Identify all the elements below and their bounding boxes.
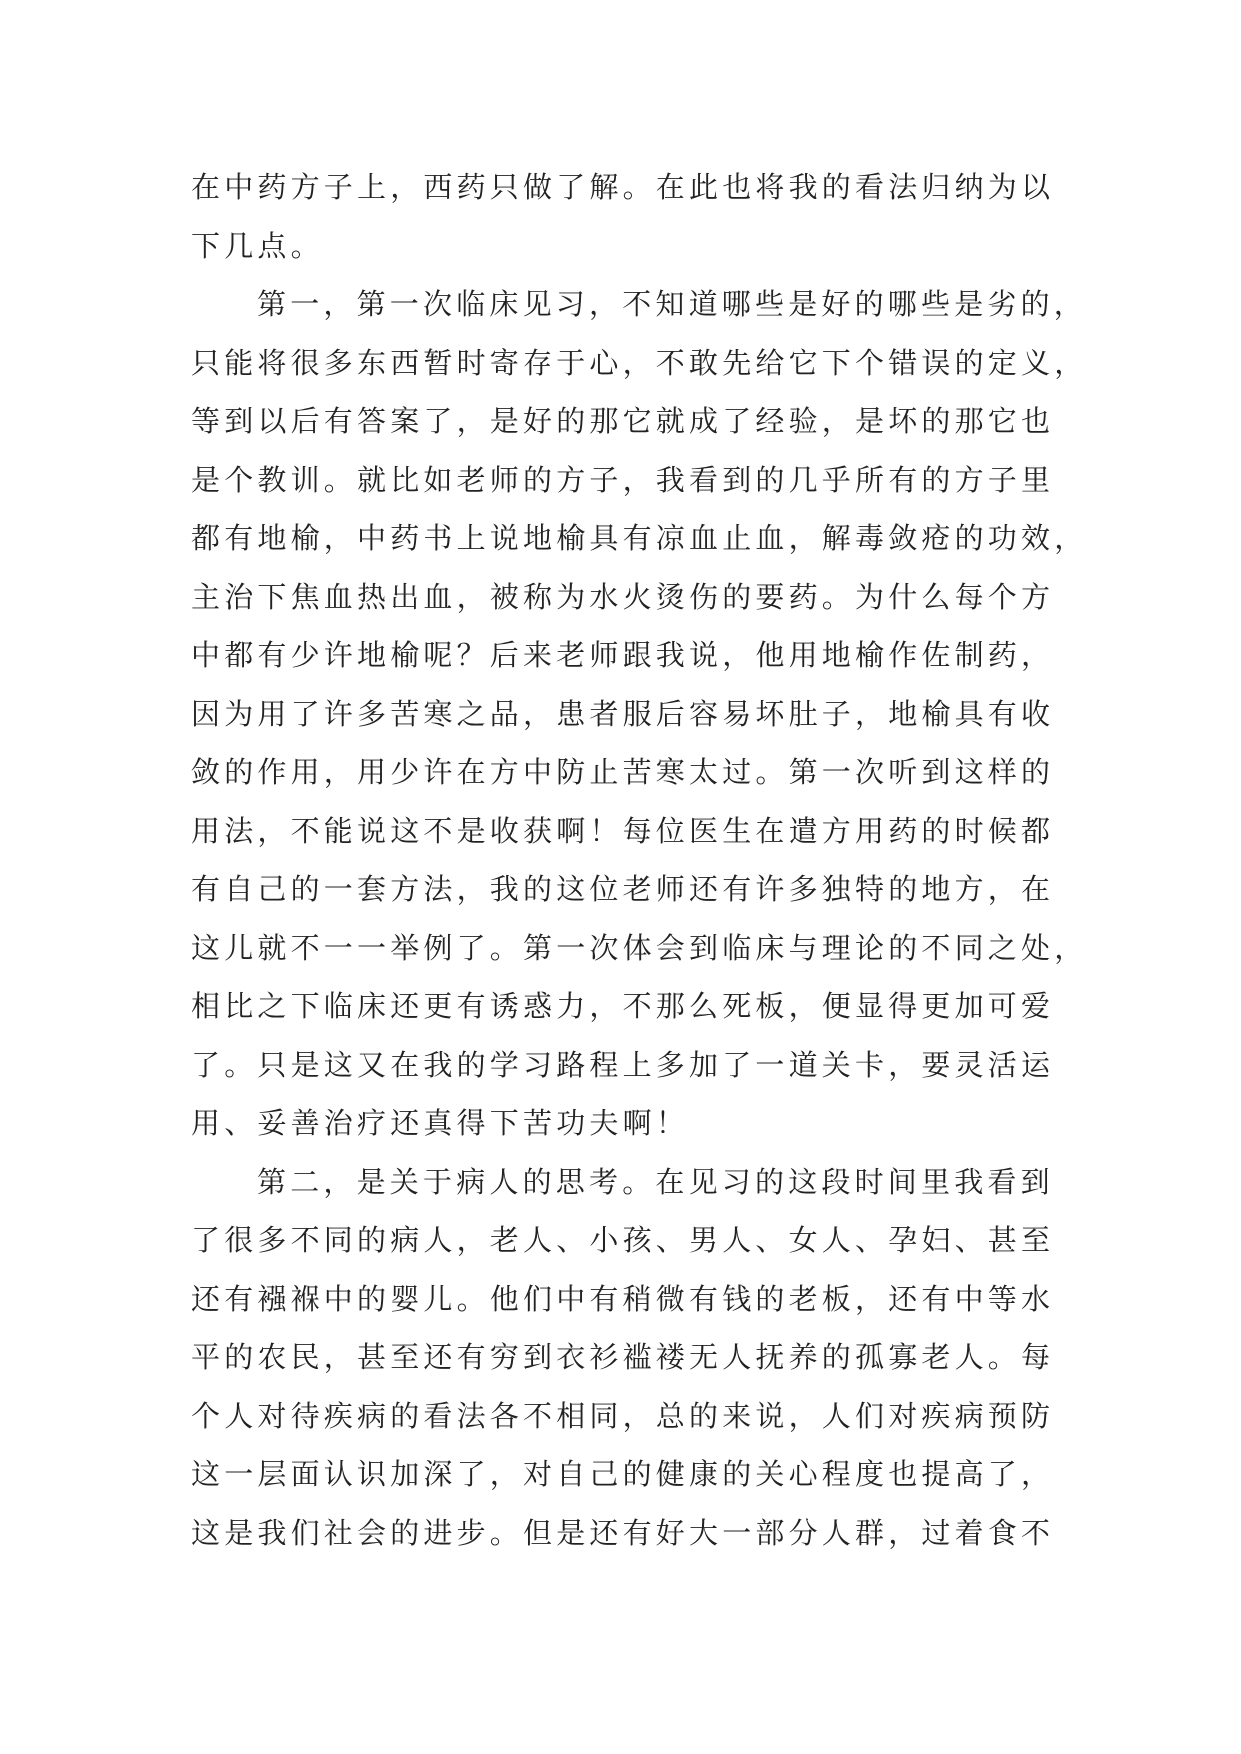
text-line: 有自己的一套方法，我的这位老师还有许多独特的地方，在: [191, 872, 1055, 906]
text-line: 用法，不能说这不是收获啊！每位医生在遣方用药的时候都: [191, 813, 1055, 848]
text-line: 这儿就不一一举例了。第一次体会到临床与理论的不同之处，: [191, 930, 1088, 965]
text-line: 这是我们社会的进步。但是还有好大一部分人群，过着食不: [191, 1515, 1055, 1550]
text-line: 等到以后有答案了，是好的那它就成了经验，是坏的那它也: [191, 404, 1055, 438]
text-line: 平的农民，甚至还有穷到衣衫褴褛无人抚养的孤寡老人。每: [191, 1340, 1055, 1374]
text-line: 了很多不同的病人，老人、小孩、男人、女人、孕妇、甚至: [191, 1223, 1055, 1257]
text-line: 敛的作用，用少许在方中防止苦寒太过。第一次听到这样的: [191, 755, 1055, 789]
text-line: 因为用了许多苦寒之品，患者服后容易坏肚子，地榆具有收: [191, 696, 1055, 731]
text-line: 在中药方子上，西药只做了解。在此也将我的看法归纳为以: [191, 170, 1055, 204]
text-line: 主治下焦血热出血，被称为水火烫伤的要药。为什么每个方: [191, 579, 1055, 614]
text-line: 相比之下临床还更有诱惑力，不那么死板，便显得更加可爱: [191, 989, 1055, 1023]
text-line: 是个教训。就比如老师的方子，我看到的几乎所有的方子里: [191, 462, 1055, 497]
text-line: 这一层面认识加深了，对自己的健康的关心程度也提高了，: [191, 1457, 1055, 1491]
document-body: [191, 158, 1088, 1562]
text-line: 了。只是这又在我的学习路程上多加了一道关卡，要灵活运: [191, 1047, 1055, 1082]
text-line: 下几点。: [191, 228, 324, 263]
paragraph-start-line: 第二，是关于病人的思考。在见习的这段时间里我看到: [257, 1164, 1054, 1199]
text-line: 个人对待疾病的看法各不相同，总的来说，人们对疾病预防: [191, 1398, 1055, 1433]
text-line: 中都有少许地榆呢？后来老师跟我说，他用地榆作佐制药，: [191, 638, 1055, 672]
text-line: 只能将很多东西暂时寄存于心，不敢先给它下个错误的定义，: [191, 345, 1088, 380]
text-line: 都有地榆，中药书上说地榆具有凉血止血，解毒敛疮的功效，: [191, 521, 1088, 555]
text-line: 还有襁褓中的婴儿。他们中有稍微有钱的老板，还有中等水: [191, 1281, 1055, 1316]
paragraph-start-line: 第一，第一次临床见习，不知道哪些是好的哪些是劣的，: [257, 287, 1088, 321]
text-line: 用、妥善治疗还真得下苦功夫啊！: [191, 1106, 690, 1140]
